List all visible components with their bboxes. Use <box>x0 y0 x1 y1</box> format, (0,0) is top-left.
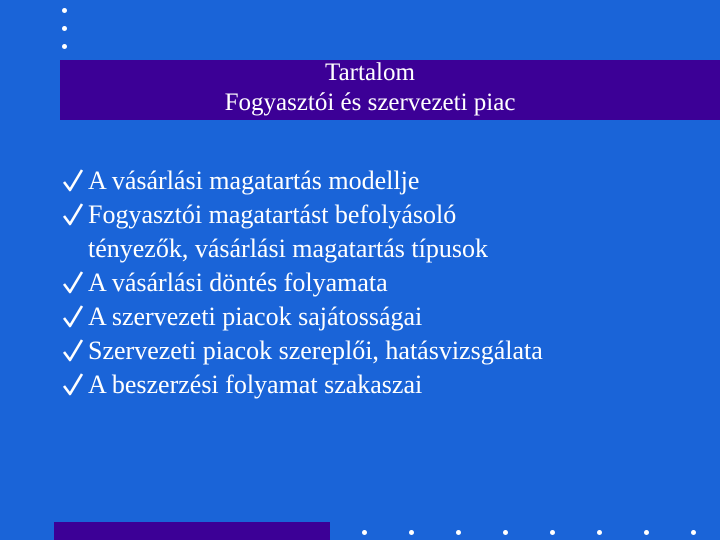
footer-band <box>54 522 330 540</box>
list-item-text: A szervezeti piacok sajátosságai <box>88 302 423 331</box>
decorative-dot <box>62 8 67 13</box>
title-line-2: Fogyasztói és szervezeti piac <box>224 89 516 116</box>
checkmark-icon <box>62 304 84 330</box>
decorative-dot <box>62 44 67 49</box>
list-item <box>62 368 712 402</box>
decorative-dot <box>691 530 696 535</box>
decorative-dot <box>409 530 414 535</box>
slide-title <box>0 58 720 118</box>
decorative-dot <box>644 530 649 535</box>
title-line-1: Tartalom <box>325 59 415 86</box>
checkmark-icon <box>62 338 84 364</box>
list-item <box>62 266 712 300</box>
list-item <box>62 334 712 368</box>
list-item-text: A vásárlási döntés folyamata <box>88 268 388 297</box>
content-list <box>62 164 712 402</box>
list-item-text: Szervezeti piacok szereplői, hatásvizsgálata <box>88 336 543 365</box>
list-item <box>62 164 712 198</box>
decorative-dot <box>362 530 367 535</box>
list-item <box>62 300 712 334</box>
decorative-dot <box>597 530 602 535</box>
list-item-text: A vásárlási magatartás modellje <box>88 166 420 195</box>
checkmark-icon <box>62 168 84 194</box>
decorative-dot <box>456 530 461 535</box>
list-item <box>62 198 712 266</box>
list-item-text: Fogyasztói magatartást befolyásoló <box>88 200 457 229</box>
list-item-text: A beszerzési folyamat szakaszai <box>88 370 423 399</box>
decorative-dot <box>62 26 67 31</box>
checkmark-icon <box>62 372 84 398</box>
checkmark-icon <box>62 202 84 228</box>
decorative-dot <box>550 530 555 535</box>
list-item-text-continued: tényezők, vásárlási magatartás típusok <box>88 234 488 263</box>
decorative-dot <box>503 530 508 535</box>
checkmark-icon <box>62 270 84 296</box>
